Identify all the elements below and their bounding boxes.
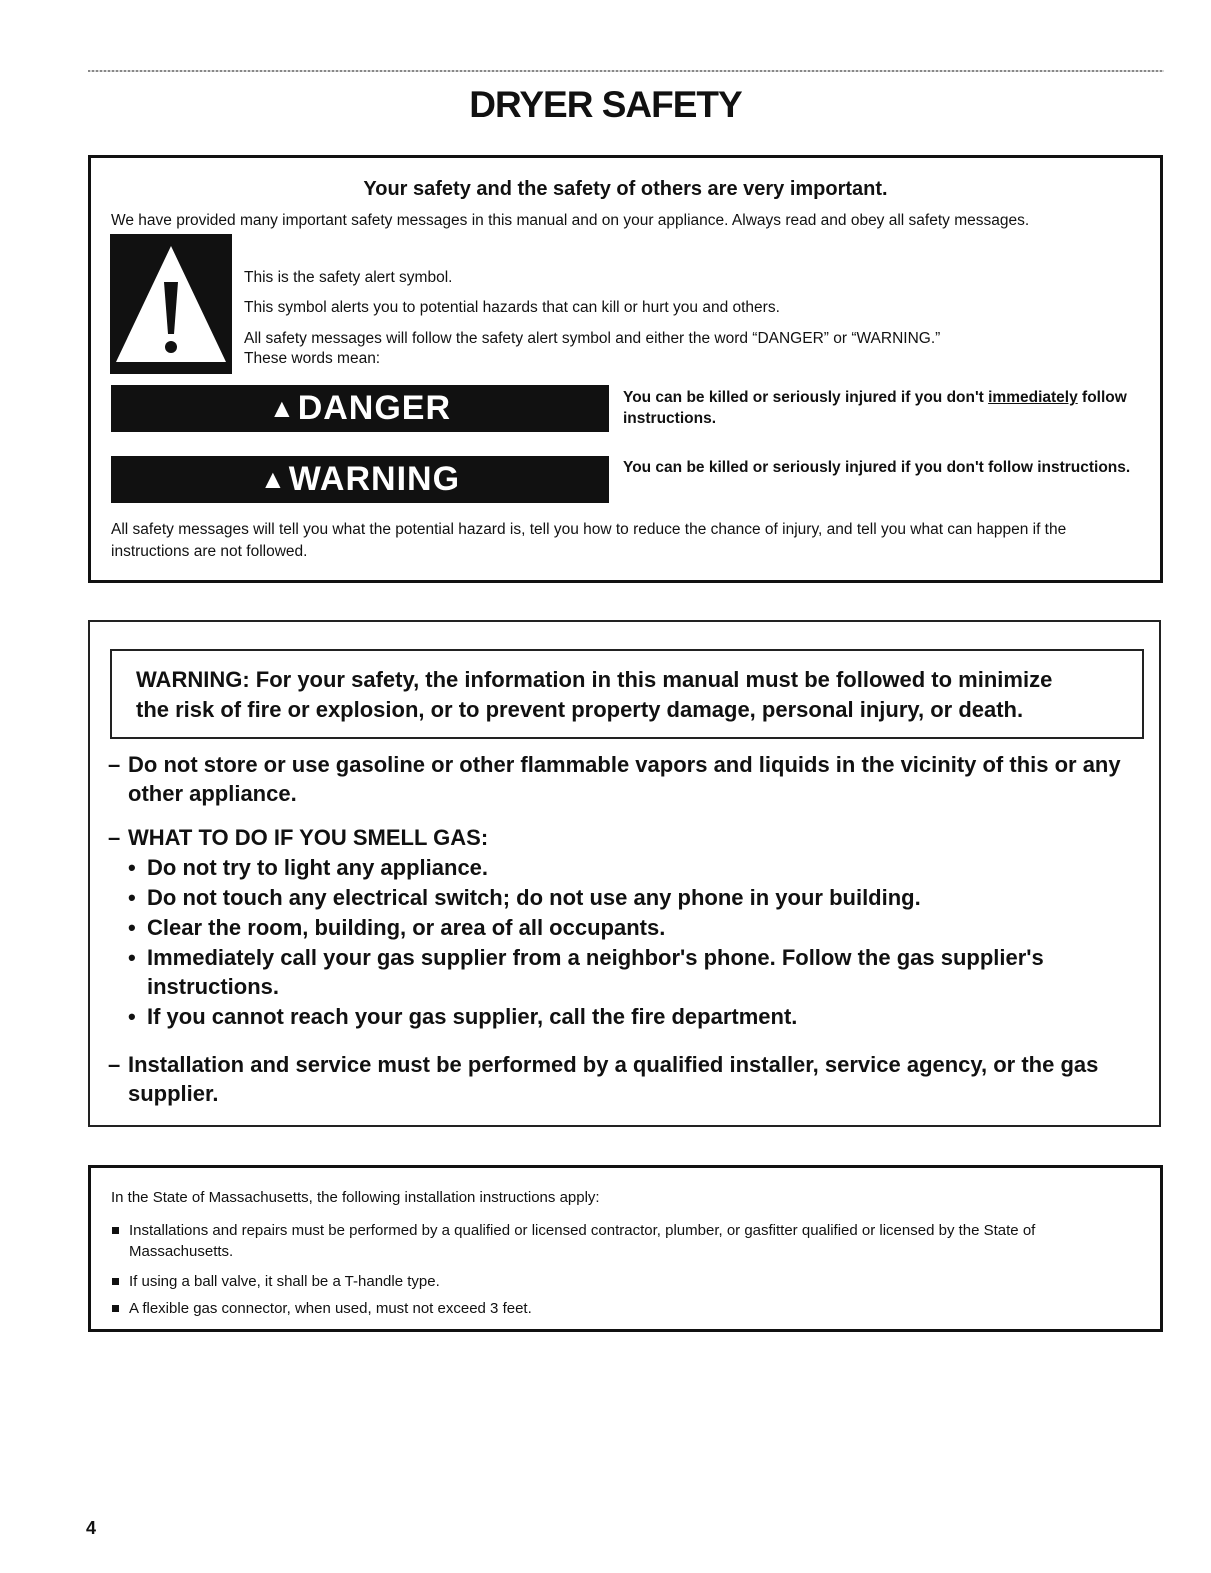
smell-gas-step-text: Immediately call your gas supplier from a neighbor's phone. Follow the gas supplier's instructions.	[147, 945, 1044, 999]
danger-signal-bar	[111, 385, 609, 432]
massachusetts-box	[88, 1165, 1163, 1332]
page-title: DRYER SAFETY	[469, 84, 742, 125]
alert-line: These words mean:	[244, 350, 381, 367]
safety-info-box	[88, 155, 1163, 583]
gas-warning-item-text: Do not store or use gasoline or other flammable vapors and liquids in the vicinity of this or any other appliance.	[128, 752, 1121, 806]
gas-warning-header	[110, 649, 1144, 739]
smell-gas-step	[128, 943, 1148, 1001]
square-bullet-icon	[112, 1278, 119, 1285]
smell-gas-step	[128, 913, 1148, 942]
smell-gas-step-text: If you cannot reach your gas supplier, call the fire department.	[147, 1004, 798, 1029]
safety-footer: All safety messages will tell you what the potential hazard is, tell you how to reduce the chance of injury, and tell you what can happen if the instructions are not followed.	[111, 521, 1067, 560]
safety-heading: Your safety and the safety of others are very important.	[363, 178, 888, 200]
alert-line: This symbol alerts you to potential hazards that can kill or hurt you and others.	[244, 299, 780, 316]
danger-text-before: You can be killed or seriously injured if you don't	[623, 389, 989, 406]
warning-signal-bar	[111, 456, 609, 503]
massachusetts-item	[110, 1271, 1140, 1292]
top-rule	[88, 70, 1164, 72]
gas-warning-item	[108, 750, 1148, 808]
dash-marker: –	[108, 825, 121, 850]
massachusetts-intro: In the State of Massachusetts, the following installation instructions apply:	[111, 1189, 600, 1206]
smell-gas-step-text: Clear the room, building, or area of all occupants.	[147, 915, 666, 940]
smell-gas-step	[128, 883, 1148, 912]
gas-warning-item-text: WHAT TO DO IF YOU SMELL GAS:	[128, 825, 489, 850]
gas-warning-item	[108, 823, 488, 852]
smell-gas-step	[128, 1002, 1148, 1031]
alert-line: All safety messages will follow the safety alert symbol and either the word “DANGER” or “WARNING.”	[244, 330, 941, 347]
smell-gas-step-text: Do not try to light any appliance.	[147, 855, 489, 880]
smell-gas-step-text: Do not touch any electrical switch; do not use any phone in your building.	[147, 885, 921, 910]
square-bullet-icon	[112, 1305, 119, 1312]
dash-marker: –	[108, 1052, 121, 1077]
gas-warning-box	[88, 620, 1161, 1127]
warning-label: WARNING	[288, 460, 461, 498]
safety-alert-triangle-icon	[110, 234, 232, 374]
warning-triangle-icon: ▲	[268, 393, 296, 423]
warning-triangle-icon: ▲	[259, 464, 287, 494]
dash-marker: –	[108, 752, 121, 777]
page-number: 4	[86, 1518, 97, 1538]
safety-intro: We have provided many important safety messages in this manual and on your appliance. Always read and obey all safety messages.	[111, 212, 1030, 229]
gas-warning-item	[108, 1050, 1148, 1108]
massachusetts-item	[110, 1220, 1140, 1262]
bullet-icon: •	[128, 1004, 136, 1029]
gas-warning-header-text	[136, 665, 1146, 725]
gas-warning-header-line: the risk of fire or explosion, or to prevent property damage, personal injury, or death.	[136, 697, 1024, 722]
smell-gas-step	[128, 853, 1148, 882]
danger-label: DANGER	[297, 389, 452, 427]
gas-warning-item-text: Installation and service must be performed by a qualified installer, service agency, or the gas supplier.	[128, 1052, 1099, 1106]
massachusetts-item-text: Installations and repairs must be performed by a qualified or licensed contractor, plumber, or gasfitter qualified or licensed by the State of Massachusetts.	[129, 1222, 1036, 1260]
bullet-icon: •	[128, 915, 136, 940]
danger-text-underlined: immediately	[988, 389, 1078, 406]
bullet-icon: •	[128, 855, 136, 880]
massachusetts-item-text: A flexible gas connector, when used, must not exceed 3 feet.	[129, 1300, 532, 1317]
gas-warning-header-line: WARNING: For your safety, the information in this manual must be followed to minimize	[136, 667, 1053, 692]
danger-description	[623, 387, 1153, 429]
massachusetts-item-text: If using a ball valve, it shall be a T-handle type.	[129, 1273, 440, 1290]
danger-text-after: follow instructions.	[623, 389, 1127, 427]
bullet-icon: •	[128, 945, 136, 970]
massachusetts-item	[110, 1298, 1140, 1319]
square-bullet-icon	[112, 1227, 119, 1234]
warning-description: You can be killed or seriously injured if you don't follow instructions.	[623, 459, 1131, 476]
alert-line: This is the safety alert symbol.	[244, 269, 453, 286]
bullet-icon: •	[128, 885, 136, 910]
